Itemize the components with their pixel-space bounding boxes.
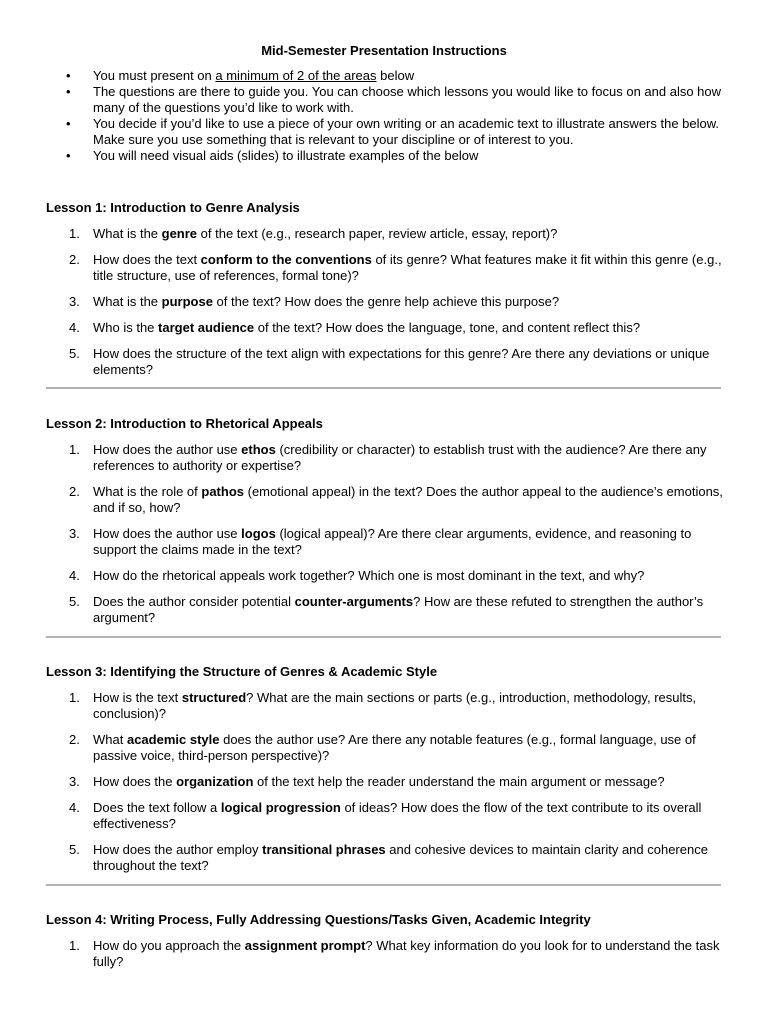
question-item: 1. How do you approach the assignment prompt? What key information do you look for to understand the task fully? <box>69 938 720 969</box>
question-list <box>46 690 726 874</box>
lesson-heading: Lesson 3: Identifying the Structure of Genres & Academic Style <box>46 664 438 679</box>
question-item: 5. How does the structure of the text align with expectations for this genre? Are there any deviations or unique elements? <box>69 346 710 377</box>
underlined-text: a minimum of 2 of the areas <box>215 68 377 83</box>
instructions-list <box>66 68 726 164</box>
question-item: 4. Does the text follow a logical progression of ideas? How does the flow of the text contribute to its overall effectiveness? <box>69 800 702 831</box>
question-item: 2. What academic style does the author use? Are there any notable features (e.g., formal language, use of passive voice, third-person perspective)? <box>69 732 696 763</box>
question-list <box>46 226 726 378</box>
lesson-4-section <box>46 912 726 980</box>
question-item: 4. How do the rhetorical appeals work together? Which one is most dominant in the text, and why? <box>69 568 645 583</box>
instruction-item: • You must present on a minimum of 2 of the areas below <box>66 68 726 84</box>
question-item: 5. How does the author employ transitional phrases and cohesive devices to maintain clarity and coherence throughout the text? <box>69 842 708 873</box>
question-item: 3. How does the author use logos (logical appeal)? Are there clear arguments, evidence, and reasoning to support the claims made in the text? <box>69 526 692 557</box>
question-list <box>46 442 726 626</box>
section-divider <box>46 387 721 389</box>
question-item: 1. How is the text structured? What are the main sections or parts (e.g., introduction, methodology, results, conclusion)? <box>69 690 697 721</box>
instruction-item: • You will need visual aids (slides) to illustrate examples of the below <box>66 148 726 164</box>
instruction-item: • You decide if you’d like to use a piece of your own writing or an academic text to illustrate answers the below. Make sure you use something that is relevant to your discipline or of interest to you. <box>66 116 726 148</box>
lesson-heading: Lesson 1: Introduction to Genre Analysis <box>46 200 300 215</box>
question-item: 5. Does the author consider potential counter-arguments? How are these refuted to strengthen the author’s argument? <box>69 594 704 625</box>
lesson-2-section <box>46 416 726 636</box>
lesson-heading: Lesson 4: Writing Process, Fully Addressing Questions/Tasks Given, Academic Integrity <box>46 912 591 927</box>
question-item: 1. How does the author use ethos (credibility or character) to establish trust with the audience? Are there any references to authority or expertise? <box>69 442 707 473</box>
section-divider <box>46 636 721 638</box>
question-item: 4. Who is the target audience of the text? How does the language, tone, and content reflect this? <box>69 320 641 335</box>
instruction-item: • The questions are there to guide you. You can choose which lessons you would like to focus on and also how many of the questions you’d like to work with. <box>66 84 726 116</box>
question-item: 1. What is the genre of the text (e.g., research paper, review article, essay, report)? <box>69 226 558 241</box>
question-item: 3. What is the purpose of the text? How does the genre help achieve this purpose? <box>69 294 560 309</box>
lesson-1-section <box>46 200 726 388</box>
lesson-heading: Lesson 2: Introduction to Rhetorical Appeals <box>46 416 323 431</box>
question-list <box>46 938 726 970</box>
page-title: Mid-Semester Presentation Instructions <box>261 43 507 58</box>
lesson-3-section <box>46 664 726 884</box>
question-item: 3. How does the organization of the text help the reader understand the main argument or message? <box>69 774 665 789</box>
question-item: 2. What is the role of pathos (emotional appeal) in the text? Does the author appeal to the audience’s emotions, and if so, how? <box>69 484 723 515</box>
question-item: 2. How does the text conform to the conventions of its genre? What features make it fit within this genre (e.g., title structure, use of references, formal tone)? <box>69 252 722 283</box>
section-divider <box>46 884 721 886</box>
